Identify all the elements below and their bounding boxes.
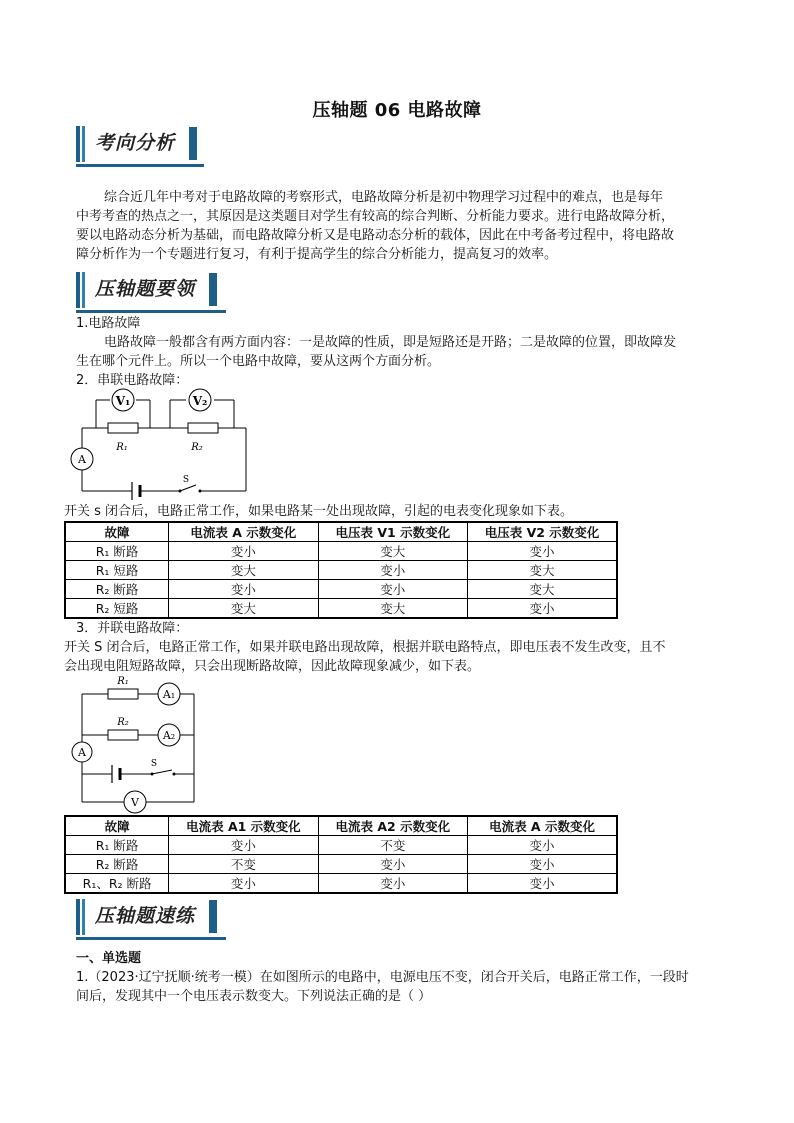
- subheading: 3．并联电路故障：: [76, 621, 189, 636]
- table-row: [65, 874, 617, 894]
- table-cell: 不变: [169, 855, 318, 874]
- table-cell: 变小: [169, 542, 318, 561]
- banner-label: 考向分析: [87, 127, 197, 160]
- section-banner-analysis: [70, 124, 220, 166]
- table-cell: 变小: [468, 599, 617, 619]
- table-cell: 变小: [318, 855, 467, 874]
- table-cell: 变大: [318, 599, 467, 619]
- subheading: 一、单选题: [76, 951, 142, 966]
- section-banner-practice: [70, 897, 240, 939]
- table-cell: 变小: [468, 874, 617, 894]
- table-cell: 变小: [468, 542, 617, 561]
- table-cell: 变大: [169, 599, 318, 619]
- table-cell: 变小: [169, 836, 318, 855]
- series-circuit-diagram: [68, 386, 258, 504]
- table-cell: 变大: [468, 580, 617, 599]
- paragraph-line: 电路故障一般都含有两方面内容：一是故障的性质，即是短路还是开路；二是故障的位置，即故障发: [104, 335, 677, 350]
- header-cell: 电压表 V1 示数变化: [318, 522, 467, 542]
- banner-label: 压轴题速练: [87, 900, 217, 933]
- table-cell: 变小: [318, 561, 467, 580]
- header-cell: 电流表 A 示数变化: [169, 522, 318, 542]
- section-banner-key: [70, 270, 240, 312]
- v2-label: V₂: [192, 394, 208, 408]
- r2-label: R₂: [191, 442, 203, 453]
- header-cell: 电流表 A1 示数变化: [169, 816, 318, 836]
- header-cell: 电压表 V2 示数变化: [468, 522, 617, 542]
- header-cell: 电流表 A2 示数变化: [318, 816, 467, 836]
- header-cell: 故障: [65, 816, 169, 836]
- table-cell: 不变: [318, 836, 467, 855]
- table-cell: 变小: [318, 580, 467, 599]
- key-section: [76, 314, 736, 390]
- a1-label: A₁: [162, 688, 176, 701]
- ammeter-label: A: [78, 746, 86, 759]
- fault-cell: R₁ 短路: [65, 561, 169, 580]
- parallel-section: [64, 619, 744, 676]
- series-caption: 开关 s 闭合后，电路正常工作，如果电路某一处出现故障，引起的电表变化现象如下表。: [64, 504, 574, 519]
- page-title: 压轴题 06 电路故障: [312, 100, 482, 121]
- series-fault-table: [64, 521, 618, 619]
- fault-cell: R₁ 断路: [65, 836, 169, 855]
- table-row: [65, 855, 617, 874]
- voltmeter-label: V: [131, 796, 139, 809]
- fault-cell: R₂ 断路: [65, 855, 169, 874]
- ammeter-label: A: [78, 453, 86, 466]
- question-line: 1.（2023·辽宁抚顺·统考一模）在如图所示的电路中，电源电压不变，闭合开关后，电路正常工作，一段时: [76, 970, 689, 985]
- table-cell: 变小: [169, 874, 318, 894]
- table-header-row: [65, 522, 617, 542]
- intro-line: 综合近几年中考对于电路故障的考察形式，电路故障分析是初中物理学习过程中的难点，也是每年: [104, 190, 664, 205]
- table-row: [65, 599, 617, 619]
- fault-cell: R₁、R₂ 断路: [65, 874, 169, 894]
- fault-cell: R₂ 断路: [65, 580, 169, 599]
- table-row: [65, 580, 617, 599]
- fault-cell: R₁ 断路: [65, 542, 169, 561]
- question-line: 间后，发现其中一个电压表示数变大。下列说法正确的是（ ）: [76, 989, 432, 1004]
- table-cell: 变小: [468, 836, 617, 855]
- parallel-circuit-diagram: [68, 674, 208, 814]
- v1-label: V₁: [115, 394, 131, 408]
- table-row: [65, 836, 617, 855]
- table-cell: 变大: [318, 542, 467, 561]
- practice-section: [64, 949, 744, 1006]
- header-cell: 电流表 A 示数变化: [468, 816, 617, 836]
- r2-label: R₂: [117, 717, 129, 728]
- banner-label: 压轴题要领: [87, 273, 217, 306]
- a2-label: A₂: [162, 729, 176, 742]
- r1-label: R₁: [116, 442, 128, 453]
- fault-cell: R₂ 短路: [65, 599, 169, 619]
- table-cell: 变小: [468, 855, 617, 874]
- subheading: 2．串联电路故障：: [76, 373, 189, 388]
- table-cell: 变小: [169, 580, 318, 599]
- switch-label: S: [182, 475, 190, 485]
- table-cell: 变大: [468, 561, 617, 580]
- paragraph-line: 开关 S 闭合后，电路正常工作，如果并联电路出现故障，根据并联电路特点，即电压表不发生改变，且不: [64, 640, 666, 655]
- paragraph-line: 生在哪个元件上。所以一个电路中故障，要从这两个方面分析。: [76, 354, 441, 369]
- intro-line: 中考考查的热点之一，其原因是这类题目对学生有较高的综合判断、分析能力要求。进行电路故障分析，: [76, 209, 675, 224]
- table-row: [65, 561, 617, 580]
- intro-paragraph: [76, 188, 736, 264]
- r1-label: R₁: [117, 676, 129, 687]
- paragraph-line: 会出现电阻短路故障，只会出现断路故障，因此故障现象减少，如下表。: [64, 659, 481, 674]
- intro-line: 要以电路动态分析为基础，而电路故障分析又是电路动态分析的载体，因此在中考备考过程中，将电路故: [76, 228, 675, 243]
- table-cell: 变大: [169, 561, 318, 580]
- header-cell: 故障: [65, 522, 169, 542]
- switch-label: S: [150, 759, 158, 769]
- table-cell: 变小: [318, 874, 467, 894]
- parallel-fault-table: [64, 815, 618, 894]
- subheading: 1.电路故障: [76, 316, 141, 331]
- table-row: [65, 542, 617, 561]
- table-header-row: [65, 816, 617, 836]
- intro-line: 障分析作为一个专题进行复习，有利于提高学生的综合分析能力，提高复习的效率。: [76, 247, 558, 262]
